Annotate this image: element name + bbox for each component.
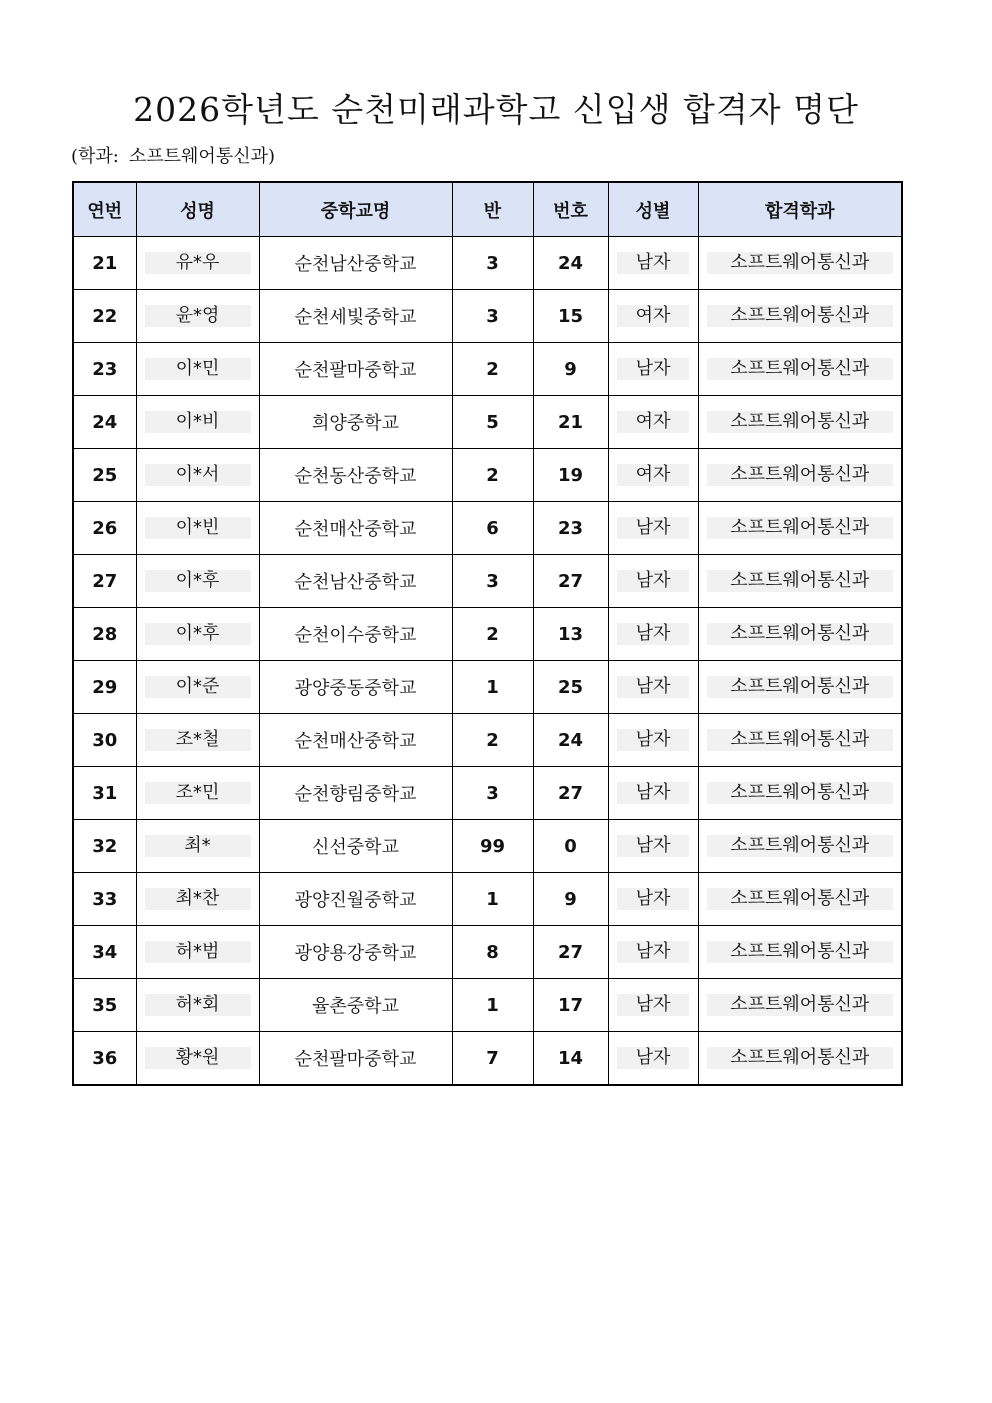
table-row xyxy=(73,290,902,343)
gender-cell xyxy=(608,608,698,661)
name-value: 이*후 xyxy=(145,623,251,645)
name-cell xyxy=(136,555,259,608)
school-cell: 광양용강중학교 xyxy=(259,926,452,979)
table-row xyxy=(73,767,902,820)
name-cell xyxy=(136,714,259,767)
class-cell: 1 xyxy=(452,873,533,926)
school-cell: 율촌중학교 xyxy=(259,979,452,1032)
gender-value: 남자 xyxy=(617,623,689,645)
serial-cell: 26 xyxy=(73,502,136,555)
department-cell xyxy=(698,926,902,979)
gender-value: 남자 xyxy=(617,252,689,274)
serial-cell: 28 xyxy=(73,608,136,661)
name-value: 이*서 xyxy=(145,464,251,486)
class-cell: 7 xyxy=(452,1032,533,1086)
gender-value: 여자 xyxy=(617,411,689,433)
number-cell: 17 xyxy=(533,979,608,1032)
school-cell: 순천세빛중학교 xyxy=(259,290,452,343)
gender-value: 여자 xyxy=(617,464,689,486)
name-cell xyxy=(136,290,259,343)
name-value: 최*찬 xyxy=(145,888,251,910)
name-value: 조*철 xyxy=(145,729,251,751)
name-value: 이*민 xyxy=(145,358,251,380)
table-row xyxy=(73,714,902,767)
department-cell xyxy=(698,555,902,608)
name-cell xyxy=(136,449,259,502)
serial-cell: 30 xyxy=(73,714,136,767)
gender-cell xyxy=(608,979,698,1032)
department-cell xyxy=(698,502,902,555)
table-row xyxy=(73,555,902,608)
table-row xyxy=(73,1032,902,1086)
roster-body xyxy=(73,237,902,1086)
school-cell: 순천동산중학교 xyxy=(259,449,452,502)
name-value: 유*우 xyxy=(145,252,251,274)
department-note-value: 소프트웨어통신과) xyxy=(128,146,276,167)
serial-cell: 36 xyxy=(73,1032,136,1086)
class-cell: 1 xyxy=(452,661,533,714)
class-cell: 2 xyxy=(452,449,533,502)
serial-cell: 21 xyxy=(73,237,136,290)
name-value: 이*비 xyxy=(145,411,251,433)
table-row xyxy=(73,343,902,396)
class-cell: 3 xyxy=(452,290,533,343)
name-value: 이*준 xyxy=(145,676,251,698)
name-cell xyxy=(136,979,259,1032)
gender-cell xyxy=(608,661,698,714)
gender-cell xyxy=(608,873,698,926)
department-cell xyxy=(698,343,902,396)
school-cell: 순천남산중학교 xyxy=(259,555,452,608)
gender-cell xyxy=(608,555,698,608)
school-cell: 순천향림중학교 xyxy=(259,767,452,820)
gender-value: 남자 xyxy=(617,782,689,804)
number-cell: 21 xyxy=(533,396,608,449)
name-cell xyxy=(136,237,259,290)
name-value: 허*회 xyxy=(145,994,251,1016)
name-value: 황*원 xyxy=(145,1047,251,1069)
school-cell: 순천매산중학교 xyxy=(259,502,452,555)
department-cell xyxy=(698,661,902,714)
header-number: 번호 xyxy=(533,182,608,237)
gender-cell xyxy=(608,502,698,555)
class-cell: 3 xyxy=(452,237,533,290)
gender-value: 남자 xyxy=(617,941,689,963)
number-cell: 15 xyxy=(533,290,608,343)
gender-cell xyxy=(608,290,698,343)
serial-cell: 24 xyxy=(73,396,136,449)
gender-value: 남자 xyxy=(617,570,689,592)
department-cell xyxy=(698,820,902,873)
class-cell: 8 xyxy=(452,926,533,979)
gender-cell xyxy=(608,396,698,449)
header-middle-school: 중학교명 xyxy=(259,182,452,237)
header-row xyxy=(73,182,902,237)
gender-value: 남자 xyxy=(617,676,689,698)
school-cell: 순천이수중학교 xyxy=(259,608,452,661)
school-cell: 광양중동중학교 xyxy=(259,661,452,714)
gender-cell xyxy=(608,1032,698,1086)
page-title: 2026학년도 순천미래과학고 신입생 합격자 명단 xyxy=(133,90,859,129)
department-value: 소프트웨어통신과 xyxy=(707,729,893,751)
school-cell: 순천팔마중학교 xyxy=(259,1032,452,1086)
gender-value: 남자 xyxy=(617,888,689,910)
serial-cell: 33 xyxy=(73,873,136,926)
table-row xyxy=(73,608,902,661)
number-cell: 27 xyxy=(533,926,608,979)
department-value: 소프트웨어통신과 xyxy=(707,782,893,804)
table-row xyxy=(73,820,902,873)
department-value: 소프트웨어통신과 xyxy=(707,676,893,698)
table-row xyxy=(73,926,902,979)
gender-cell xyxy=(608,926,698,979)
gender-value: 남자 xyxy=(617,729,689,751)
serial-cell: 25 xyxy=(73,449,136,502)
admission-roster-table xyxy=(72,181,903,1086)
department-cell xyxy=(698,873,902,926)
name-cell xyxy=(136,820,259,873)
serial-cell: 31 xyxy=(73,767,136,820)
name-cell xyxy=(136,502,259,555)
name-value: 최* xyxy=(145,835,251,857)
serial-cell: 32 xyxy=(73,820,136,873)
name-cell xyxy=(136,1032,259,1086)
school-cell: 순천매산중학교 xyxy=(259,714,452,767)
gender-cell xyxy=(608,714,698,767)
number-cell: 24 xyxy=(533,237,608,290)
department-cell xyxy=(698,714,902,767)
class-cell: 1 xyxy=(452,979,533,1032)
table-row xyxy=(73,661,902,714)
department-value: 소프트웨어통신과 xyxy=(707,1047,893,1069)
serial-cell: 22 xyxy=(73,290,136,343)
school-cell: 순천팔마중학교 xyxy=(259,343,452,396)
gender-value: 여자 xyxy=(617,305,689,327)
department-note xyxy=(71,145,275,169)
name-cell xyxy=(136,767,259,820)
number-cell: 13 xyxy=(533,608,608,661)
gender-value: 남자 xyxy=(617,835,689,857)
department-cell xyxy=(698,1032,902,1086)
class-cell: 2 xyxy=(452,608,533,661)
serial-cell: 29 xyxy=(73,661,136,714)
number-cell: 19 xyxy=(533,449,608,502)
table-row xyxy=(73,979,902,1032)
department-note-prefix: (학과: xyxy=(71,146,119,167)
name-value: 허*범 xyxy=(145,941,251,963)
table-row xyxy=(73,237,902,290)
department-cell xyxy=(698,396,902,449)
department-value: 소프트웨어통신과 xyxy=(707,941,893,963)
department-cell xyxy=(698,767,902,820)
gender-cell xyxy=(608,449,698,502)
serial-cell: 34 xyxy=(73,926,136,979)
department-value: 소프트웨어통신과 xyxy=(707,994,893,1016)
class-cell: 6 xyxy=(452,502,533,555)
number-cell: 14 xyxy=(533,1032,608,1086)
name-value: 윤*영 xyxy=(145,305,251,327)
class-cell: 3 xyxy=(452,767,533,820)
serial-cell: 35 xyxy=(73,979,136,1032)
gender-value: 남자 xyxy=(617,994,689,1016)
name-value: 이*후 xyxy=(145,570,251,592)
school-cell: 신선중학교 xyxy=(259,820,452,873)
class-cell: 99 xyxy=(452,820,533,873)
serial-cell: 23 xyxy=(73,343,136,396)
number-cell: 23 xyxy=(533,502,608,555)
number-cell: 9 xyxy=(533,873,608,926)
department-cell xyxy=(698,608,902,661)
gender-value: 남자 xyxy=(617,358,689,380)
header-name: 성명 xyxy=(136,182,259,237)
school-cell: 순천남산중학교 xyxy=(259,237,452,290)
table-row xyxy=(73,502,902,555)
department-value: 소프트웨어통신과 xyxy=(707,835,893,857)
gender-value: 남자 xyxy=(617,1047,689,1069)
class-cell: 2 xyxy=(452,343,533,396)
gender-cell xyxy=(608,820,698,873)
department-value: 소프트웨어통신과 xyxy=(707,888,893,910)
department-cell xyxy=(698,237,902,290)
name-value: 조*민 xyxy=(145,782,251,804)
name-cell xyxy=(136,608,259,661)
gender-cell xyxy=(608,237,698,290)
department-value: 소프트웨어통신과 xyxy=(707,411,893,433)
table-row xyxy=(73,449,902,502)
name-cell xyxy=(136,873,259,926)
class-cell: 3 xyxy=(452,555,533,608)
number-cell: 27 xyxy=(533,555,608,608)
department-value: 소프트웨어통신과 xyxy=(707,252,893,274)
school-cell: 광양진월중학교 xyxy=(259,873,452,926)
name-cell xyxy=(136,926,259,979)
department-cell xyxy=(698,449,902,502)
department-value: 소프트웨어통신과 xyxy=(707,570,893,592)
class-cell: 5 xyxy=(452,396,533,449)
table-row xyxy=(73,873,902,926)
department-value: 소프트웨어통신과 xyxy=(707,464,893,486)
header-class: 반 xyxy=(452,182,533,237)
name-cell xyxy=(136,343,259,396)
number-cell: 27 xyxy=(533,767,608,820)
class-cell: 2 xyxy=(452,714,533,767)
name-value: 이*빈 xyxy=(145,517,251,539)
number-cell: 0 xyxy=(533,820,608,873)
name-cell xyxy=(136,661,259,714)
header-gender: 성별 xyxy=(608,182,698,237)
department-value: 소프트웨어통신과 xyxy=(707,517,893,539)
table-row xyxy=(73,396,902,449)
department-value: 소프트웨어통신과 xyxy=(707,305,893,327)
header-department: 합격학과 xyxy=(698,182,902,237)
department-cell xyxy=(698,290,902,343)
number-cell: 25 xyxy=(533,661,608,714)
gender-value: 남자 xyxy=(617,517,689,539)
number-cell: 9 xyxy=(533,343,608,396)
header-serial: 연번 xyxy=(73,182,136,237)
gender-cell xyxy=(608,767,698,820)
name-cell xyxy=(136,396,259,449)
number-cell: 24 xyxy=(533,714,608,767)
school-cell: 희양중학교 xyxy=(259,396,452,449)
department-cell xyxy=(698,979,902,1032)
department-value: 소프트웨어통신과 xyxy=(707,623,893,645)
department-value: 소프트웨어통신과 xyxy=(707,358,893,380)
serial-cell: 27 xyxy=(73,555,136,608)
gender-cell xyxy=(608,343,698,396)
